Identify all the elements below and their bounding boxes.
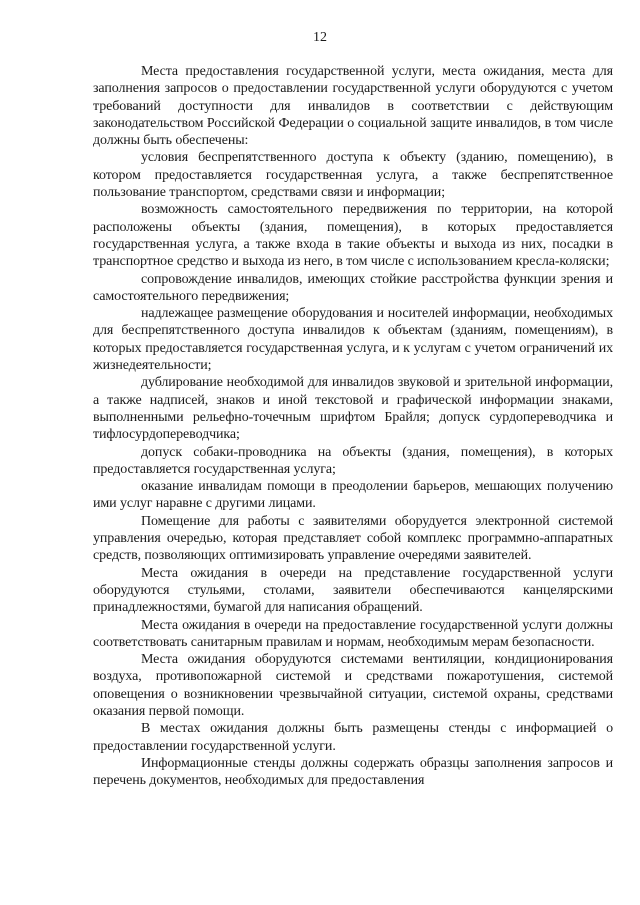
- paragraph: дублирование необходимой для инвалидов звуковой и зрительной информации, а также надписей, знаков и иной текстовой и графической информации знаками, выполненными рельефно-точечным шрифтом Брайля; допуск сурдопереводчика и тифлосурдопереводчика;: [93, 375, 613, 443]
- paragraph: условия беспрепятственного доступа к объекту (зданию, помещению), в котором предоставляется государственная услуга, а также беспрепятственное пользование транспортом, средствами связи и информации;: [93, 150, 613, 201]
- body-text: [93, 63, 613, 789]
- paragraph: оказание инвалидам помощи в преодолении барьеров, мешающих получению ими услуг наравне с другими лицами.: [93, 479, 613, 512]
- page-number: 12: [313, 30, 327, 45]
- paragraph: Помещение для работы с заявителями оборудуется электронной системой управления очередью, которая представляет собой комплекс программно-аппаратных средств, позволяющих оптимизировать управление очередями заявителей.: [93, 513, 613, 564]
- paragraph: Места ожидания в очереди на представление государственной услуги оборудуются стульями, столами, заявители обеспечиваются канцелярскими принадлежностями, бумагой для написания обращений.: [93, 565, 613, 616]
- paragraph: Места ожидания оборудуются системами вентиляции, кондиционирования воздуха, противопожарной системой и средствами пожаротушения, системой оповещения о возникновении чрезвычайной ситуации, системой охраны, средствами оказания первой помощи.: [93, 652, 613, 719]
- paragraph: возможность самостоятельного передвижения по территории, на которой расположены объекты (здания, помещения), в которых предоставляется государственная услуга, а также входа в такие объекты и выхода из них, посадки в транспортное средство и выхода из него, в том числе с использованием кресла-коляски;: [93, 202, 613, 270]
- paragraph: Места ожидания в очереди на предоставление государственной услуги должны соответствовать санитарным правилам и нормам, необходимым мерам безопасности.: [93, 617, 613, 650]
- paragraph: допуск собаки-проводника на объекты (здания, помещения), в которых предоставляется государственная услуга;: [93, 444, 613, 477]
- paragraph: сопровождение инвалидов, имеющих стойкие расстройства функции зрения и самостоятельного передвижения;: [93, 271, 613, 304]
- paragraph: Места предоставления государственной услуги, места ожидания, места для заполнения запросов о предоставлении государственной услуги оборудуются с учетом требований доступности для инвалидов в соответствии с действующим законодательством Российской Федерации о социальной защите инвалидов, в том числе должны быть обеспечены:: [93, 64, 613, 149]
- paragraph: Информационные стенды должны содержать образцы заполнения запросов и перечень документов, необходимых для предоставления: [93, 755, 613, 789]
- paragraph: В местах ожидания должны быть размещены стенды с информацией о предоставлении государственной услуги.: [93, 721, 613, 754]
- paragraph: надлежащее размещение оборудования и носителей информации, необходимых для беспрепятственного доступа инвалидов к объектам (зданиям, помещениям), в которых предоставляется государственная услуга, и к услугам с учетом ограничений их жизнедеятельности;: [93, 306, 613, 374]
